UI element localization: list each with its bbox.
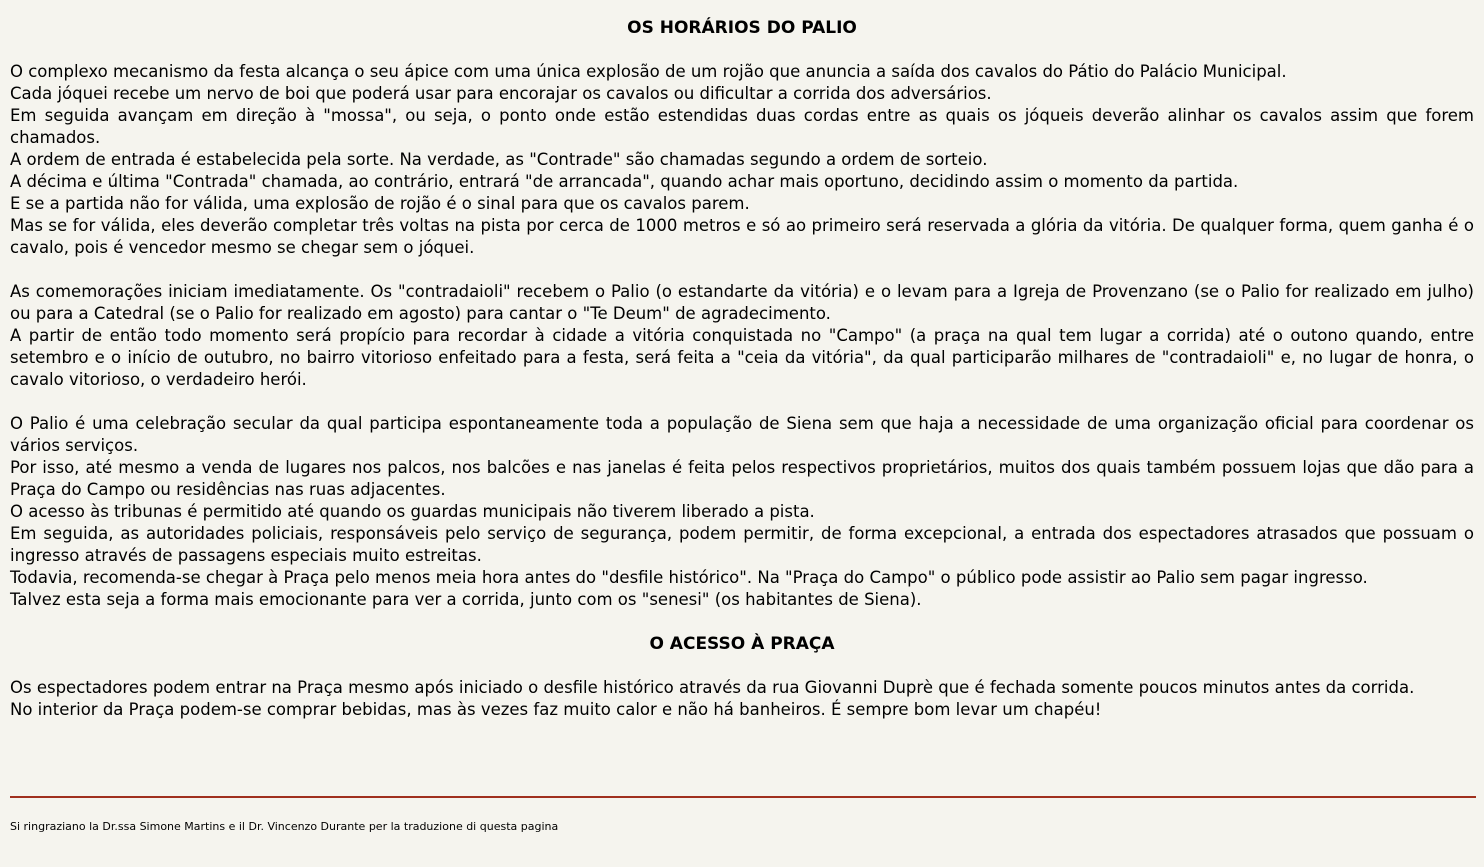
paragraph: A ordem de entrada é estabelecida pela sorte. Na verdade, as "Contrade" são chamadas segundo a ordem de sorteio. [10,150,988,169]
paragraph: Por isso, até mesmo a venda de lugares nos palcos, nos balcões e nas janelas é feita pelos respectivos proprietários, muitos dos quais também possuem lojas que dão para a Praça do Campo ou residências nas ruas adjacentes. [10,458,1474,499]
paragraph: E se a partida não for válida, uma explosão de rojão é o sinal para que os cavalos parem. [10,194,750,213]
paragraph: Mas se for válida, eles deverão completar três voltas na pista por cerca de 1000 metros e só ao primeiro será reservada a glória da vitória. De qualquer forma, quem ganha é o cavalo, pois é vencedor mesmo se chegar sem o jóquei. [10,216,1474,257]
heading-access: O ACESSO À PRAÇA [649,634,835,654]
paragraph: No interior da Praça podem-se comprar bebidas, mas às vezes faz muito calor e não há banheiros. É sempre bom levar um chapéu! [10,700,1102,719]
paragraph: Talvez esta seja a forma mais emocionante para ver a corrida, junto com os "senesi" (os habitantes de Siena). [10,590,922,609]
blank-line [10,391,1474,413]
paragraph: A partir de então todo momento será propício para recordar à cidade a vitória conquistada no "Campo" (a praça na qual tem lugar a corrida) até o outono quando, entre setembro e o início de outubro, no bairro vitorioso enfeitado para a festa, será feita a "ceia da vitória", da qual participarão milhares de "contradaioli" e, no lugar de honra, o cavalo vitorioso, o verdadeiro herói. [10,326,1474,389]
paragraph: Os espectadores podem entrar na Praça mesmo após iniciado o desfile histórico através da rua Giovanni Duprè que é fechada somente poucos minutos antes da corrida. [10,678,1415,697]
paragraph: A décima e última "Contrada" chamada, ao contrário, entrará "de arrancada", quando achar mais oportuno, decidindo assim o momento da partida. [10,172,1239,191]
timetable-section [10,61,1474,611]
paragraph: Cada jóquei recebe um nervo de boi que poderá usar para encorajar os cavalos ou dificultar a corrida dos adversários. [10,84,992,103]
translation-credits: Si ringraziano la Dr.ssa Simone Martins e il Dr. Vincenzo Durante per la traduzione di questa pagina [10,820,559,833]
paragraph: O Palio é uma celebração secular da qual participa espontaneamente toda a população de Siena sem que haja a necessidade de uma organização oficial para coordenar os vários serviços. [10,414,1474,455]
paragraph: Em seguida, as autoridades policiais, responsáveis pelo serviço de segurança, podem permitir, de forma excepcional, a entrada dos espectadores atrasados que possuam o ingresso através de passagens especiais muito estreitas. [10,524,1474,565]
divider-rule [10,796,1476,798]
paragraph: O complexo mecanismo da festa alcança o seu ápice com uma única explosão de um rojão que anuncia a saída dos cavalos do Pátio do Palácio Municipal. [10,62,1287,81]
blank-line [10,259,1474,281]
paragraph: As comemorações iniciam imediatamente. Os "contradaioli" recebem o Palio (o estandarte da vitória) e o levam para a Igreja de Provenzano (se o Palio for realizado em julho) ou para a Catedral (se o Palio for realizado em agosto) para cantar o "Te Deum" de agradecimento. [10,282,1474,323]
heading-timetable: OS HORÁRIOS DO PALIO [627,18,857,38]
paragraph: Todavia, recomenda-se chegar à Praça pelo menos meia hora antes do "desfile histórico". Na "Praça do Campo" o público pode assistir ao Palio sem pagar ingresso. [10,568,1368,587]
paragraph: Em seguida avançam em direção à "mossa", ou seja, o ponto onde estão estendidas duas cordas entre as quais os jóqueis deverão alinhar os cavalos assim que forem chamados. [10,106,1474,147]
access-section [10,677,1474,721]
paragraph: O acesso às tribunas é permitido até quando os guardas municipais não tiverem liberado a pista. [10,502,815,521]
